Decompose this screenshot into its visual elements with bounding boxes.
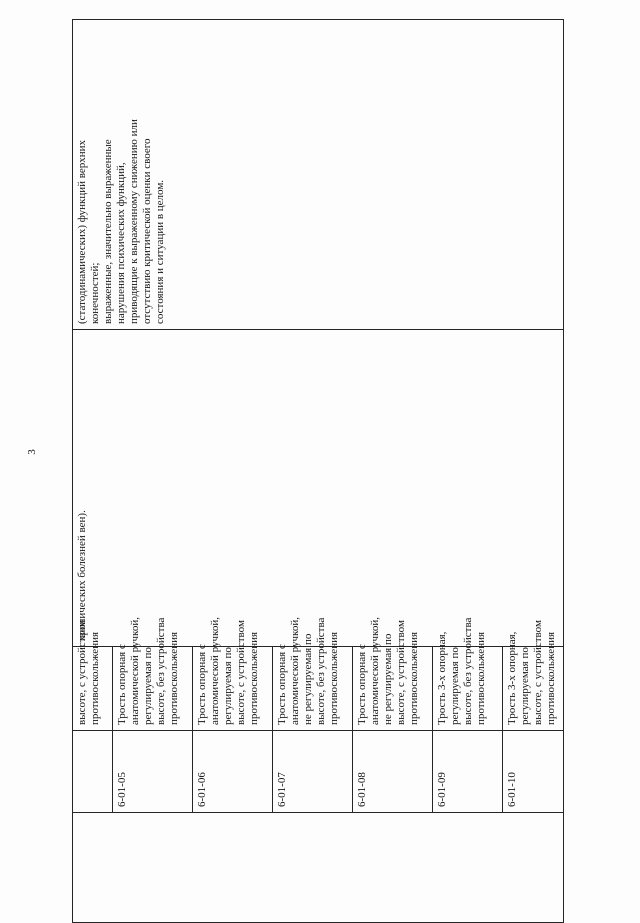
- functions-line: выраженные, значительно выраженные: [102, 139, 114, 324]
- row-name: [113, 617, 193, 730]
- row-code: 6-01-05: [113, 731, 193, 812]
- empty-column-cell: [73, 813, 564, 923]
- row-name-line: Трость опорная с: [196, 644, 208, 725]
- row-name-line: анатомической ручкой,: [129, 617, 141, 725]
- row-name-line: анатомической ручкой,: [369, 617, 381, 725]
- row-name-line: Трость 3-х опорная,: [506, 631, 518, 725]
- row-name-line: высоте, с устройством: [532, 620, 544, 725]
- row-name-line: Трость опорная с: [356, 644, 368, 725]
- row-name-line: противоскольжения: [545, 631, 557, 725]
- row-name-line: высоте, без устройства: [155, 617, 167, 725]
- row-name-line: регулируемая по: [142, 647, 154, 725]
- functions-line: приводящие к выраженному снижению или: [128, 119, 140, 324]
- row-name-line: противоскольжения: [475, 631, 487, 725]
- row-code: 6-01-08: [353, 731, 433, 812]
- row-code: 6-01-09: [433, 731, 503, 812]
- functions-line: конечностей;: [89, 262, 101, 324]
- row-code: 6-01-10: [506, 772, 518, 807]
- names-column-cell: [73, 617, 564, 731]
- row-name-line: противоскольжения: [248, 631, 260, 725]
- row-name-line: регулируемая по: [222, 647, 234, 725]
- diseases-text: хронических болезней вен).: [76, 510, 88, 641]
- page-number: 3: [26, 449, 38, 455]
- product-table: [72, 19, 564, 923]
- row-name: [273, 617, 353, 730]
- rotated-table-sheet: [72, 20, 562, 923]
- functions-line: нарушения психических функций,: [115, 162, 127, 324]
- row-name-line: противоскольжения: [168, 631, 180, 725]
- row-name-line: Трость опорная с: [116, 644, 128, 725]
- functions-cell: [73, 20, 564, 330]
- row-name-line: высоте, без устройства: [462, 617, 474, 725]
- functions-text: [76, 25, 167, 324]
- row-name: [353, 617, 433, 730]
- row-name-line: высоте, с устройством: [395, 620, 407, 725]
- row-name: [193, 617, 273, 730]
- row-name-line: противоскольжения: [89, 631, 101, 725]
- row-code: 6-01-07: [273, 731, 353, 812]
- row-name: [503, 620, 563, 730]
- row-name: [73, 620, 113, 730]
- names-column: [73, 617, 563, 730]
- functions-line: состояния и ситуации в целом.: [154, 179, 166, 324]
- row-name-line: не регулируемая по: [302, 633, 314, 725]
- diseases-cell: [73, 330, 564, 647]
- codes-column: [73, 731, 563, 812]
- row-name-line: анатомической ручкой,: [289, 617, 301, 725]
- row-name-line: противоскольжения: [408, 631, 420, 725]
- row-code: [73, 731, 113, 812]
- codes-column-cell: [73, 731, 564, 813]
- row-name-line: регулируемая по: [449, 647, 461, 725]
- row-name-line: Трость опорная с: [276, 644, 288, 725]
- functions-line: отсутствию критической оценки своего: [141, 138, 153, 324]
- row-code: 6-01-06: [193, 731, 273, 812]
- row-name-line: регулируемая по: [519, 647, 531, 725]
- functions-line: (статодинамических) функций верхних: [76, 139, 88, 324]
- row-name-line: высоте, без устройства: [315, 617, 327, 725]
- row-name-line: Трость 3-х опорная,: [436, 631, 448, 725]
- row-name-line: противоскольжения: [328, 631, 340, 725]
- row-name-line: высоте, с устройством: [76, 620, 88, 725]
- row-name-line: высоте, с устройством: [235, 620, 247, 725]
- row-name-line: не регулируемая по: [382, 633, 394, 725]
- row-name: [433, 617, 503, 730]
- row-name-line: анатомической ручкой,: [209, 617, 221, 725]
